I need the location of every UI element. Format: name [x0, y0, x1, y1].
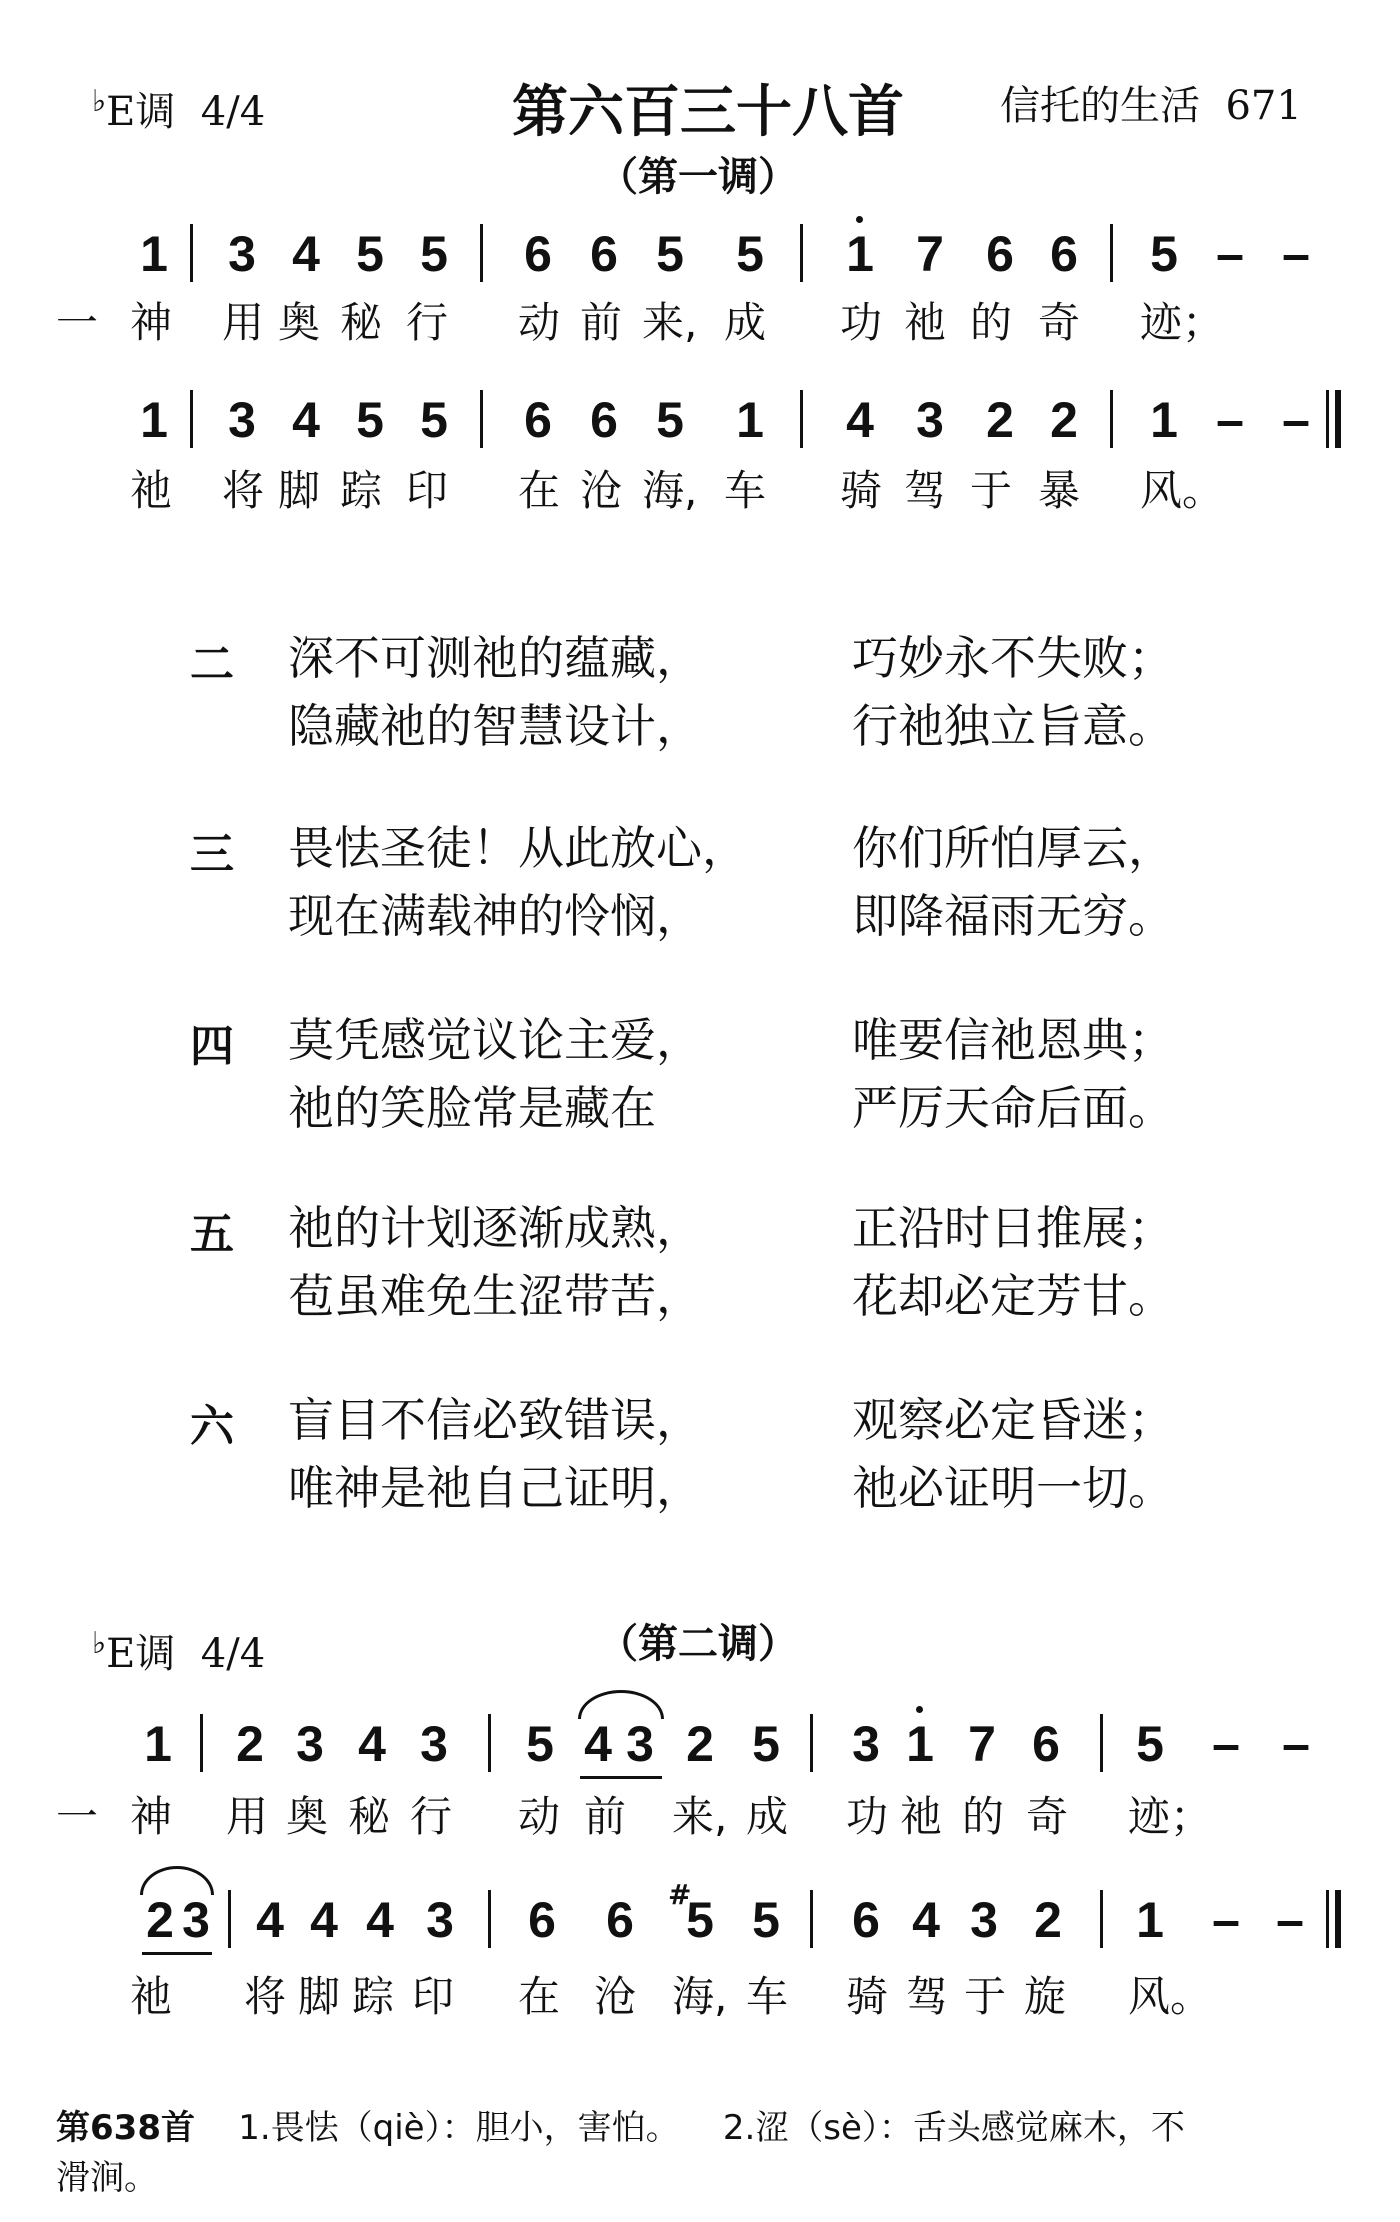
verse-line: 唯神是祂自己证明， — [288, 1461, 702, 1515]
note: 6 — [852, 1892, 880, 1948]
tune1-notation-line2 — [0, 390, 1400, 450]
lyric: 奥 — [278, 298, 321, 347]
verse-line: 严厉天命后面。 — [852, 1081, 1174, 1135]
barline — [488, 1890, 491, 1948]
note: 1 — [736, 392, 764, 448]
tune1-label: （第一调） — [598, 154, 798, 200]
lyric: 行 — [406, 298, 449, 347]
verse-line: 隐藏祂的智慧设计， — [288, 699, 702, 753]
barline — [1100, 1714, 1103, 1772]
lyric: 行 — [410, 1792, 453, 1841]
lyric: 神 — [130, 1792, 173, 1841]
note: 4 — [292, 392, 320, 448]
verse-line: 你们所怕厚云， — [852, 821, 1174, 875]
lyric: 功 — [846, 1792, 889, 1841]
verse-line: 观察必定昏迷； — [852, 1393, 1174, 1447]
dash: – — [1282, 226, 1310, 282]
verse-line: 祂的计划逐渐成熟， — [288, 1201, 702, 1255]
barline — [200, 1714, 203, 1772]
lyric: 一 — [56, 1792, 99, 1841]
footnote-item: 1.畏怯（qiè）：胆小，害怕。 — [238, 2108, 680, 2148]
verse-line: 盲目不信必致错误， — [288, 1393, 702, 1447]
note: 4 — [584, 1716, 612, 1772]
tune2-notation-line1 — [0, 1714, 1400, 1774]
verse-number: 二 — [190, 639, 234, 690]
barline — [190, 224, 193, 282]
lyric: 来, — [672, 1792, 728, 1841]
lyric: 暴 — [1038, 466, 1081, 515]
verse-line: 即降福雨无穷。 — [852, 889, 1174, 943]
note: 2 — [146, 1892, 174, 1948]
tune2-key-signature: ♭E调 4/4 — [92, 1626, 266, 1677]
verse-line: 祂的笑脸常是藏在 — [288, 1081, 656, 1135]
verse-number: 三 — [190, 829, 234, 880]
lyric: 的 — [962, 1792, 1005, 1841]
verse-line: 现在满载神的怜悯， — [288, 889, 702, 943]
note: 1 — [1136, 1892, 1164, 1948]
lyric: 动 — [518, 298, 561, 347]
note: 4 — [310, 1892, 338, 1948]
lyric: 前 — [580, 298, 623, 347]
footnote-continuation: 滑涧。 — [56, 2158, 158, 2198]
lyric: 驾 — [904, 466, 947, 515]
note: 5 — [656, 392, 684, 448]
note: 3 — [852, 1716, 880, 1772]
verse-number: 四 — [190, 1021, 234, 1072]
tune2-label: （第二调） — [598, 1621, 798, 1667]
barline — [800, 390, 803, 448]
note: 6 — [1032, 1716, 1060, 1772]
final-barline — [1326, 390, 1342, 448]
tune1-lyrics-line2 — [0, 466, 1400, 526]
verse-line: 畏怯圣徒！从此放心， — [288, 821, 748, 875]
lyric: 海, — [672, 1972, 728, 2021]
lyric: 用 — [222, 298, 265, 347]
lyric: 脚 — [298, 1972, 341, 2021]
note: 1 — [144, 1716, 172, 1772]
dash: – — [1282, 392, 1310, 448]
dash: – — [1276, 1892, 1304, 1948]
lyric: 于 — [970, 466, 1013, 515]
barline — [810, 1890, 813, 1948]
sharp-sign: # — [668, 1878, 692, 1911]
lyric: 来, — [642, 298, 698, 347]
barline — [1110, 224, 1113, 282]
barline — [488, 1714, 491, 1772]
dash: – — [1282, 1716, 1310, 1772]
note: 6 — [524, 392, 552, 448]
note: 2 — [986, 392, 1014, 448]
note: 6 — [986, 226, 1014, 282]
tune2-lyrics-line1 — [0, 1792, 1400, 1852]
note: 6 — [606, 1892, 634, 1948]
verse-line: 巧妙永不失败； — [852, 631, 1174, 685]
note: 3 — [228, 392, 256, 448]
lyric: 于 — [964, 1972, 1007, 2021]
hymn-title: 第六百三十八首 — [512, 80, 904, 145]
note: 6 — [528, 1892, 556, 1948]
barline — [810, 1714, 813, 1772]
lyric: 祂 — [130, 1972, 173, 2021]
barline — [480, 224, 483, 282]
verse-line: 祂必证明一切。 — [852, 1461, 1174, 1515]
note: 6 — [1050, 226, 1078, 282]
footnote — [56, 2100, 1185, 2149]
high-octave-dot — [916, 1706, 923, 1713]
note: 5 — [356, 392, 384, 448]
lyric: 骑 — [846, 1972, 889, 2021]
lyric: 秘 — [340, 298, 383, 347]
lyric: 功 — [840, 298, 883, 347]
note: 1 — [1150, 392, 1178, 448]
footnote-item: 2.涩（sè）：舌头感觉麻木，不 — [722, 2108, 1185, 2148]
lyric: 沧 — [594, 1972, 637, 2021]
verse-line: 深不可测祂的蕴藏， — [288, 631, 702, 685]
tune1-lyrics-line1 — [0, 298, 1400, 358]
tune2-lyrics-line2 — [0, 1972, 1400, 2032]
lyric: 印 — [412, 1972, 455, 2021]
note: 5 — [420, 392, 448, 448]
barline — [190, 390, 193, 448]
barline — [1110, 390, 1113, 448]
lyric: 用 — [226, 1792, 269, 1841]
lyric: 沧 — [580, 466, 623, 515]
lyric: 将 — [244, 1972, 287, 2021]
lyric: 在 — [518, 466, 561, 515]
note: 2 — [1050, 392, 1078, 448]
key-signature: ♭E调 4/4 — [92, 84, 266, 135]
note: 5 — [356, 226, 384, 282]
lyric: 奥 — [286, 1792, 329, 1841]
lyric: 秘 — [348, 1792, 391, 1841]
verse-number: 六 — [190, 1401, 234, 1452]
note: 1 — [140, 226, 168, 282]
tune1-notation-line1 — [0, 224, 1400, 284]
lyric: 祂 — [904, 298, 947, 347]
verse-line: 唯要信祂恩典； — [852, 1013, 1174, 1067]
note: 1 — [140, 392, 168, 448]
lyric: 的 — [970, 298, 1013, 347]
note: 3 — [296, 1716, 324, 1772]
lyric: 动 — [518, 1792, 561, 1841]
lyric: 迹； — [1128, 1792, 1213, 1841]
lyric: 奇 — [1038, 298, 1081, 347]
note: 6 — [590, 392, 618, 448]
eighth-beam — [580, 1776, 662, 1779]
lyric: 成 — [724, 298, 767, 347]
lyric: 神 — [130, 298, 173, 347]
note: 3 — [916, 392, 944, 448]
lyric: 车 — [746, 1972, 789, 2021]
note: 3 — [228, 226, 256, 282]
note: 5 — [656, 226, 684, 282]
dash: – — [1212, 1716, 1240, 1772]
dash: – — [1216, 392, 1244, 448]
note: 4 — [358, 1716, 386, 1772]
note: 2 — [686, 1716, 714, 1772]
note: 4 — [256, 1892, 284, 1948]
note: 5 — [736, 226, 764, 282]
final-barline — [1326, 1890, 1342, 1948]
lyric: 成 — [746, 1792, 789, 1841]
note: 5 — [420, 226, 448, 282]
note: 7 — [916, 226, 944, 282]
note: 3 — [420, 1716, 448, 1772]
eighth-beam — [142, 1952, 212, 1955]
lyric: 印 — [406, 466, 449, 515]
verse-line: 花却必定芳甘。 — [852, 1269, 1174, 1323]
footnote-label: 第638首 — [56, 2108, 195, 2148]
note: 5 — [752, 1716, 780, 1772]
note: 3 — [426, 1892, 454, 1948]
note: 3 — [626, 1716, 654, 1772]
lyric: 奇 — [1026, 1792, 1069, 1841]
barline — [800, 224, 803, 282]
note: 5 — [526, 1716, 554, 1772]
note: 7 — [968, 1716, 996, 1772]
lyric: 风。 — [1140, 466, 1225, 515]
note: 6 — [590, 226, 618, 282]
note: 5 — [1150, 226, 1178, 282]
lyric: 一 — [56, 298, 99, 347]
lyric: 车 — [724, 466, 767, 515]
barline — [1100, 1890, 1103, 1948]
verse-line: 莫凭感觉议论主爱， — [288, 1013, 702, 1067]
note: 4 — [846, 392, 874, 448]
lyric: 驾 — [906, 1972, 949, 2021]
lyric: 祂 — [900, 1792, 943, 1841]
lyric: 踪 — [352, 1972, 395, 2021]
note: 5 — [1136, 1716, 1164, 1772]
verse-line: 正沿时日推展； — [852, 1201, 1174, 1255]
hymn-category: 信托的生活 671 — [1000, 83, 1302, 129]
lyric: 海, — [642, 466, 698, 515]
lyric: 旋 — [1024, 1972, 1067, 2021]
lyric: 祂 — [130, 466, 173, 515]
note: 2 — [1034, 1892, 1062, 1948]
dash: – — [1216, 226, 1244, 282]
note: 4 — [292, 226, 320, 282]
note: 3 — [182, 1892, 210, 1948]
note: 4 — [912, 1892, 940, 1948]
note: 1 — [906, 1716, 934, 1772]
barline — [228, 1890, 231, 1948]
barline — [480, 390, 483, 448]
lyric: 将 — [222, 466, 265, 515]
note: 5 — [752, 1892, 780, 1948]
dash: – — [1212, 1892, 1240, 1948]
note: 4 — [366, 1892, 394, 1948]
note: 3 — [970, 1892, 998, 1948]
lyric: 踪 — [340, 466, 383, 515]
tune2-notation-line2 — [0, 1878, 1400, 1950]
verse-number: 五 — [190, 1209, 234, 1260]
lyric: 前 — [584, 1792, 627, 1841]
verse-line: 苞虽难免生涩带苦， — [288, 1269, 702, 1323]
lyric: 骑 — [840, 466, 883, 515]
note: 2 — [236, 1716, 264, 1772]
note: 1 — [846, 226, 874, 282]
note: 6 — [524, 226, 552, 282]
lyric: 脚 — [278, 466, 321, 515]
verse-line: 行祂独立旨意。 — [852, 699, 1174, 753]
lyric: 迹； — [1140, 298, 1225, 347]
lyric: 在 — [518, 1972, 561, 2021]
lyric: 风。 — [1128, 1972, 1213, 2021]
note: 5 — [686, 1892, 714, 1948]
high-octave-dot — [856, 216, 863, 223]
